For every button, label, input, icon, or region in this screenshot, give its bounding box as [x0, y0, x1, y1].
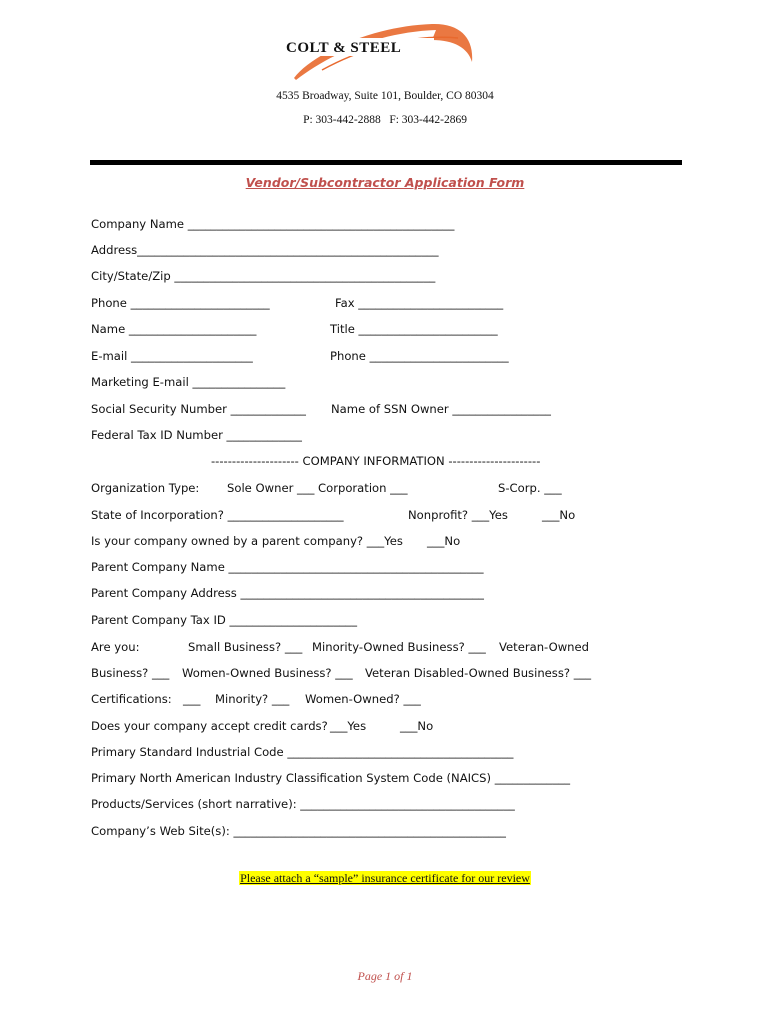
fax-field[interactable]: Fax _________________________: [335, 296, 504, 310]
company-address: 4535 Broadway, Suite 101, Boulder, CO 80304: [276, 90, 494, 102]
certification-minority-option[interactable]: Minority? ___: [215, 692, 290, 706]
parent-company-name-field[interactable]: Parent Company Name ____________________________________________: [91, 560, 484, 574]
address-field[interactable]: Address____________________________________________________: [91, 243, 439, 257]
ssn-owner-field[interactable]: Name of SSN Owner _________________: [331, 402, 551, 416]
logo-text: COLT & STEEL: [286, 40, 402, 56]
phone-field[interactable]: Phone ________________________: [91, 296, 270, 310]
contact-name-field[interactable]: Name ______________________: [91, 322, 257, 336]
website-field[interactable]: Company’s Web Site(s): _______________________________________________: [91, 824, 506, 838]
are-you-label: Are you:: [91, 640, 140, 654]
nonprofit-yes-option[interactable]: Nonprofit? ___Yes: [408, 508, 508, 522]
certification-blank-option[interactable]: ___: [183, 692, 201, 706]
corporation-option[interactable]: Corporation ___: [318, 481, 408, 495]
federal-tax-id-field[interactable]: Federal Tax ID Number _____________: [91, 428, 302, 442]
ssn-field[interactable]: Social Security Number _____________: [91, 402, 306, 416]
insurance-notice-text: Please attach a “sample” insurance certificate for our review: [240, 871, 530, 885]
state-of-incorporation-field[interactable]: State of Incorporation? ____________________: [91, 508, 344, 522]
sic-code-field[interactable]: Primary Standard Industrial Code _______________________________________: [91, 745, 514, 759]
women-owned-business-option[interactable]: Women-Owned Business? ___: [182, 666, 353, 680]
company-logo: [282, 18, 478, 82]
products-services-field[interactable]: Products/Services (short narrative): _____________________________________: [91, 797, 515, 811]
parent-company-tax-id-field[interactable]: Parent Company Tax ID ______________________: [91, 613, 358, 627]
insurance-notice: [0, 871, 770, 886]
organization-type-label: Organization Type:: [91, 481, 200, 495]
parent-company-yes-option[interactable]: Is your company owned by a parent company? ___Yes: [91, 534, 403, 548]
company-name-field[interactable]: Company Name ______________________________________________: [91, 217, 455, 231]
page-number: Page 1 of 1: [357, 969, 413, 983]
marketing-email-field[interactable]: Marketing E-mail ________________: [91, 375, 286, 389]
veteran-disabled-owned-option[interactable]: Veteran Disabled-Owned Business? ___: [365, 666, 592, 680]
veteran-owned-label[interactable]: Veteran-Owned: [499, 640, 590, 654]
small-business-option[interactable]: Small Business? ___: [188, 640, 303, 654]
company-phone-fax: P: 303-442-2888 F: 303-442-2869: [303, 114, 467, 126]
parent-company-no-option[interactable]: ___No: [427, 534, 461, 548]
email-field[interactable]: E-mail _____________________: [91, 349, 253, 363]
form-title: Vendor/Subcontractor Application Form: [245, 175, 525, 190]
contact-phone-field[interactable]: Phone ________________________: [330, 349, 509, 363]
company-information-divider: --------------------- COMPANY INFORMATION ----------------------: [211, 454, 541, 468]
naics-code-field[interactable]: Primary North American Industry Classification System Code (NAICS) _____________: [91, 771, 571, 785]
certification-women-owned-option[interactable]: Women-Owned? ___: [305, 692, 421, 706]
credit-cards-no-option[interactable]: ___No: [400, 719, 434, 733]
minority-owned-business-option[interactable]: Minority-Owned Business? ___: [312, 640, 486, 654]
sole-owner-option[interactable]: Sole Owner ___: [227, 481, 315, 495]
contact-title-field[interactable]: Title ________________________: [330, 322, 498, 336]
parent-company-address-field[interactable]: Parent Company Address __________________________________________: [91, 586, 484, 600]
certifications-label: Certifications:: [91, 692, 172, 706]
veteran-owned-business-option[interactable]: Business? ___: [91, 666, 170, 680]
credit-cards-yes-option[interactable]: ___Yes: [330, 719, 367, 733]
credit-cards-question: Does your company accept credit cards?: [91, 719, 328, 733]
nonprofit-no-option[interactable]: ___No: [542, 508, 576, 522]
s-corp-option[interactable]: S-Corp. ___: [498, 481, 562, 495]
header-divider: [90, 160, 682, 165]
city-state-zip-field[interactable]: City/State/Zip _____________________________________________: [91, 269, 436, 283]
